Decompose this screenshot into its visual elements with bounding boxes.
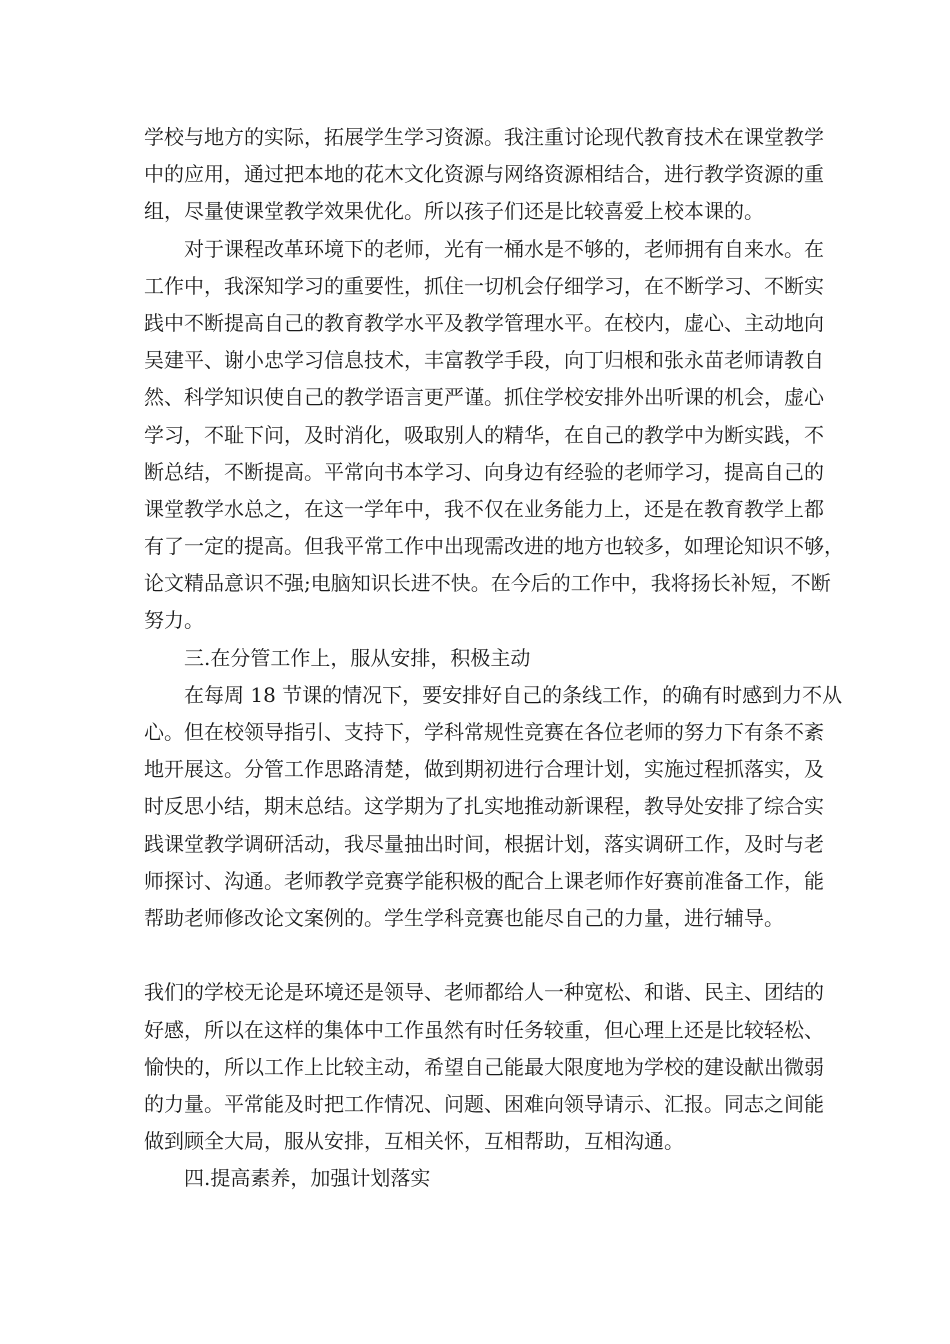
text-line: 有了一定的提高。但我平常工作中出现需改进的地方也较多，如理论知识不够， bbox=[144, 534, 844, 559]
text-line: 组，尽量使课堂教学效果优化。所以孩子们还是比较喜爱上校本课的。 bbox=[144, 199, 764, 224]
text-line: 的力量。平常能及时把工作情况、问题、困难向领导请示、汇报。同志之间能 bbox=[144, 1091, 824, 1116]
text-line: 课堂教学水总之，在这一学年中，我不仅在业务能力上，还是在教育教学上都 bbox=[144, 496, 824, 521]
text-line: 践课堂教学调研活动，我尽量抽出时间，根据计划，落实调研工作，及时与老 bbox=[144, 831, 824, 856]
text-line: 我们的学校无论是环境还是领导、老师都给人一种宽松、和谐、民主、团结的 bbox=[144, 980, 824, 1005]
text-line: 工作中，我深知学习的重要性，抓住一切机会仔细学习，在不断学习、不断实 bbox=[144, 273, 824, 298]
document-body bbox=[144, 119, 844, 1197]
text-line: 然、科学知识使自己的教学语言更严谨。抓住学校安排外出听课的机会，虚心 bbox=[144, 385, 824, 410]
text-line: 吴建平、谢小忠学习信息技术，丰富教学手段，向丁归根和张永苗老师请教自 bbox=[144, 348, 824, 373]
section-heading: 四.提高素养，加强计划落实 bbox=[184, 1166, 431, 1191]
paragraph-first-line: 在每周 18 节课的情况下，要安排好自己的条线工作，的确有时感到力不从 bbox=[184, 682, 843, 707]
text-line: 心。但在校领导指引、支持下，学科常规性竞赛在各位老师的努力下有条不紊 bbox=[144, 720, 824, 744]
text-line: 时反思小结，期末总结。这学期为了扎实地推动新课程，教导处安排了综合实 bbox=[144, 794, 824, 819]
blank-line bbox=[144, 937, 809, 974]
text-line: 中的应用，通过把本地的花木文化资源与网络资源相结合，进行教学资源的重 bbox=[144, 162, 824, 187]
text-line: 做到顾全大局，服从安排，互相关怀，互相帮助，互相沟通。 bbox=[144, 1129, 684, 1154]
text-line: 学习，不耻下问，及时消化，吸取别人的精华，在自己的教学中为断实践，不 bbox=[144, 422, 824, 447]
text-line: 努力。 bbox=[144, 608, 204, 633]
text-line: 师探讨、沟通。老师教学竞赛学能积极的配合上课老师作好赛前准备工作，能 bbox=[144, 868, 824, 893]
text-line: 地开展这。分管工作思路清楚，做到期初进行合理计划，实施过程抓落实，及 bbox=[144, 757, 824, 782]
text-line: 愉快的，所以工作上比较主动，希望自己能最大限度地为学校的建设献出微弱 bbox=[144, 1054, 824, 1079]
text-line: 论文精品意识不强;电脑知识长进不快。在今后的工作中，我将扬长补短，不断 bbox=[144, 571, 831, 596]
text-line: 帮助老师修改论文案例的。学生学科竞赛也能尽自己的力量，进行辅导。 bbox=[144, 905, 784, 930]
text-line: 断总结，不断提高。平常向书本学习、向身边有经验的老师学习，提高自己的 bbox=[144, 459, 824, 484]
section-heading: 三.在分管工作上，服从安排，积极主动 bbox=[184, 645, 531, 670]
text-line: 践中不断提高自己的教育教学水平及教学管理水平。在校内，虚心、主动地向 bbox=[144, 310, 824, 335]
text-line: 学校与地方的实际，拓展学生学习资源。我注重讨论现代教育技术在课堂教学 bbox=[144, 125, 824, 149]
paragraph-first-line: 对于课程改革环境下的老师，光有一桶水是不够的，老师拥有自来水。在 bbox=[184, 236, 824, 261]
text-line: 好感，所以在这样的集体中工作虽然有时任务较重，但心理上还是比较轻松、 bbox=[144, 1017, 824, 1042]
